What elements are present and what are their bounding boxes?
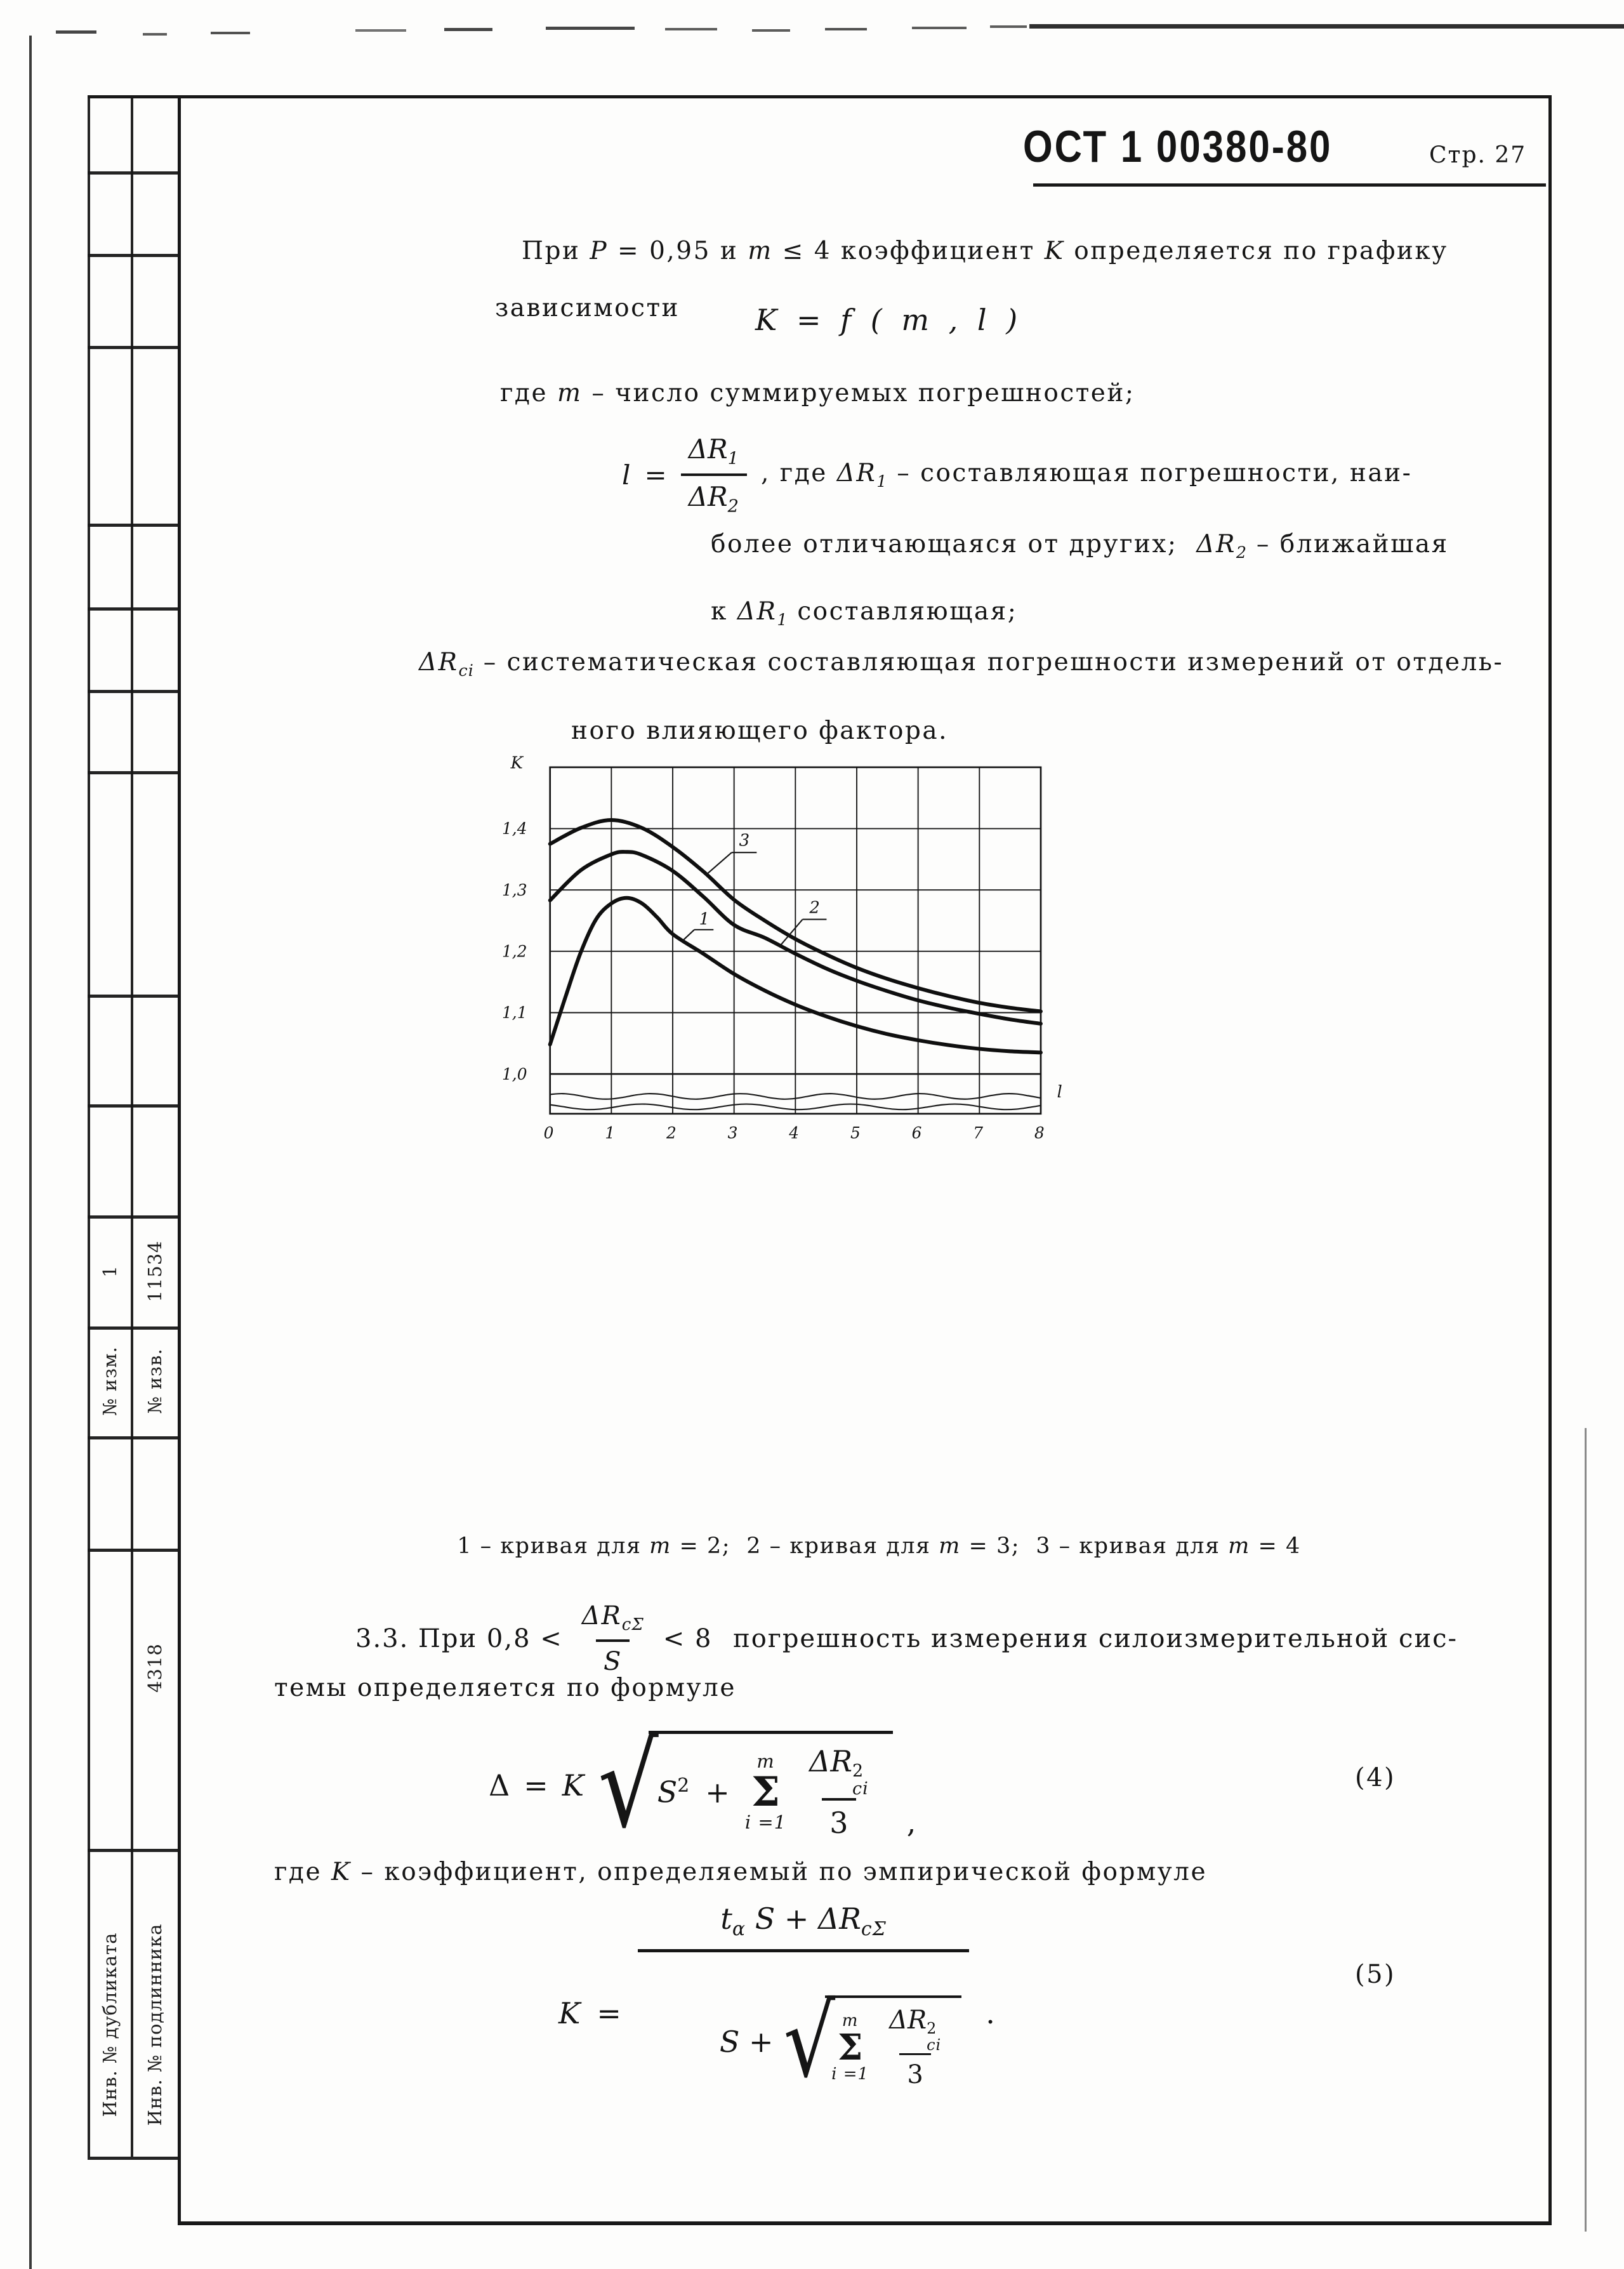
- x-tick-label: 2: [666, 1123, 677, 1142]
- x-tick-label: 5: [850, 1123, 861, 1142]
- margin-table-line: [88, 771, 178, 774]
- margin-table-line: [88, 1326, 178, 1330]
- scan-artifact-left-page-edge: [29, 36, 32, 2269]
- radical-sign: √: [598, 1719, 659, 1854]
- margin-izv-value: 11534: [144, 1240, 166, 1302]
- y-tick-label: 1,4: [502, 819, 527, 838]
- margin-table-line: [131, 95, 133, 2157]
- margin-doc-number: 4318: [144, 1643, 166, 1693]
- radical: [783, 1984, 962, 2100]
- margin-table-line: [88, 690, 178, 693]
- margin-table-line: [88, 607, 178, 611]
- margin-table-line: [88, 171, 178, 175]
- x-tick-label: 7: [973, 1123, 984, 1142]
- x-tick-label: 6: [911, 1123, 922, 1142]
- x-axis-label: l: [1057, 1082, 1062, 1102]
- fraction-drci2-3: ΔR 2 ci 3: [809, 1743, 869, 1841]
- radical-sign: √: [783, 1984, 836, 2100]
- page-number: Стр. 27: [1429, 142, 1527, 168]
- definition-drci-line2: ного влияющего фактора.: [571, 717, 949, 745]
- sum-symbol: m Σ i =1: [744, 1750, 787, 1834]
- definition-l-fraction: l = $\frac{\Delta R_1}{\Delta R_2}$ , где $\Delta R_1$ – составляющая погрешности, наи-: [622, 433, 1413, 517]
- formula-k-f-ml: K = f ( m , l ): [755, 303, 1023, 337]
- x-tick-label: 1: [605, 1123, 616, 1142]
- scan-artifact-right-page-edge: [1585, 1428, 1587, 2232]
- formula-4-number: (4): [1355, 1763, 1396, 1792]
- y-axis-label: K: [510, 753, 523, 773]
- curve-label-2: 2: [809, 898, 820, 918]
- y-tick-label: 1,2: [502, 942, 527, 961]
- x-tick-label: 4: [789, 1123, 800, 1142]
- coefficient-chart: [254, 730, 1460, 1587]
- margin-table-line: [88, 1104, 178, 1108]
- radical: √ $S^2$ + m Σ i =1 ΔR 2 ci 3: [598, 1728, 893, 1843]
- x-tick-label: 8: [1034, 1123, 1045, 1142]
- section-3-3-line1: 3.3. При 0,8 < $\frac{\Delta R_{с\Sigma}}{S}$ < 8 погрешность измерения силоизмерительной сис-: [355, 1601, 1458, 1676]
- margin-table-line: [88, 254, 178, 257]
- paragraph-intro-line1: При P = 0,95 и m ≤ 4 коэффициент K определяется по графику: [522, 237, 1448, 265]
- margin-table-line: [88, 1549, 178, 1552]
- margin-inv-duplicate-label: Инв. № дубликата: [99, 1932, 121, 2117]
- y-tick-label: 1,0: [502, 1064, 527, 1083]
- curve-label-1: 1: [699, 910, 710, 929]
- formula-5-number: (5): [1355, 1960, 1396, 1989]
- margin-table-line: [88, 995, 178, 998]
- y-tick-label: 1,1: [502, 1003, 527, 1022]
- margin-rev-value: 1: [99, 1265, 121, 1278]
- margin-rev-label: № изм.: [99, 1346, 121, 1416]
- section-3-3-line2: темы определяется по формуле: [274, 1674, 736, 1702]
- margin-table-line: [88, 524, 178, 527]
- fraction-dr1-dr2: $\frac{\Delta R_1}{\Delta R_2}$: [681, 433, 747, 517]
- y-tick-label: 1,3: [502, 880, 527, 899]
- margin-izv-label: № изв.: [144, 1348, 166, 1414]
- paragraph-intro-line2: зависимости: [495, 294, 680, 322]
- margin-table-line: [88, 1849, 178, 1852]
- formula-5: K = $t_\alpha$ $S + \Delta R_{с\Sigma}$ S + √ m Σ i =1 ΔR 2 ci 3 .: [558, 1899, 995, 2127]
- margin-table-line: [88, 2157, 178, 2160]
- chart-caption: 1 – кривая для m = 2; 2 – кривая для m = 3; 3 – кривая для m = 4: [457, 1533, 1301, 1559]
- curve-label-3: 3: [739, 831, 750, 850]
- margin-table-line: [88, 1436, 178, 1439]
- fraction-drci2-3: ΔR 2 ci 3: [889, 2006, 942, 2089]
- margin-table-line: [88, 1215, 178, 1219]
- definition-drci-line1: $\Delta R_{ci}$ – систематическая составляющая погрешности измерений от отдель-: [419, 648, 1504, 680]
- curve-label-leader-1: [683, 930, 694, 941]
- header-underline: [1033, 183, 1546, 187]
- fraction-drcsum-s: $\frac{\Delta R_{с\Sigma}}{S}$: [581, 1601, 644, 1676]
- definition-l-line3: к $\Delta R_1$ составляющая;: [711, 597, 1018, 629]
- definition-l-line2: более отличающаяся от других; $\Delta R_2$ – ближайшая: [711, 530, 1449, 562]
- standard-number: ОСТ 1 00380-80: [1023, 121, 1333, 172]
- x-tick-label: 0: [543, 1123, 554, 1142]
- curve-label-leader-3: [706, 852, 732, 875]
- formula-4: Δ = K √ $S^2$ + m Σ i =1 ΔR 2 ci 3 ,: [489, 1719, 916, 1854]
- fraction-main-f5: $t_\alpha$ $S + \Delta R_{с\Sigma}$ S + √ m Σ i =1 ΔR 2 ci 3: [638, 1902, 969, 2125]
- margin-inv-original-label: Инв. № подлинника: [144, 1923, 166, 2126]
- sum-symbol: m Σ i =1: [831, 2011, 869, 2084]
- margin-table-line: [88, 95, 90, 2157]
- definition-m: где m – число суммируемых погрешностей;: [500, 379, 1135, 407]
- x-tick-label: 3: [727, 1123, 738, 1142]
- margin-table-line: [88, 346, 178, 349]
- definition-k: где K – коэффициент, определяемый по эмпирической формуле: [274, 1858, 1208, 1886]
